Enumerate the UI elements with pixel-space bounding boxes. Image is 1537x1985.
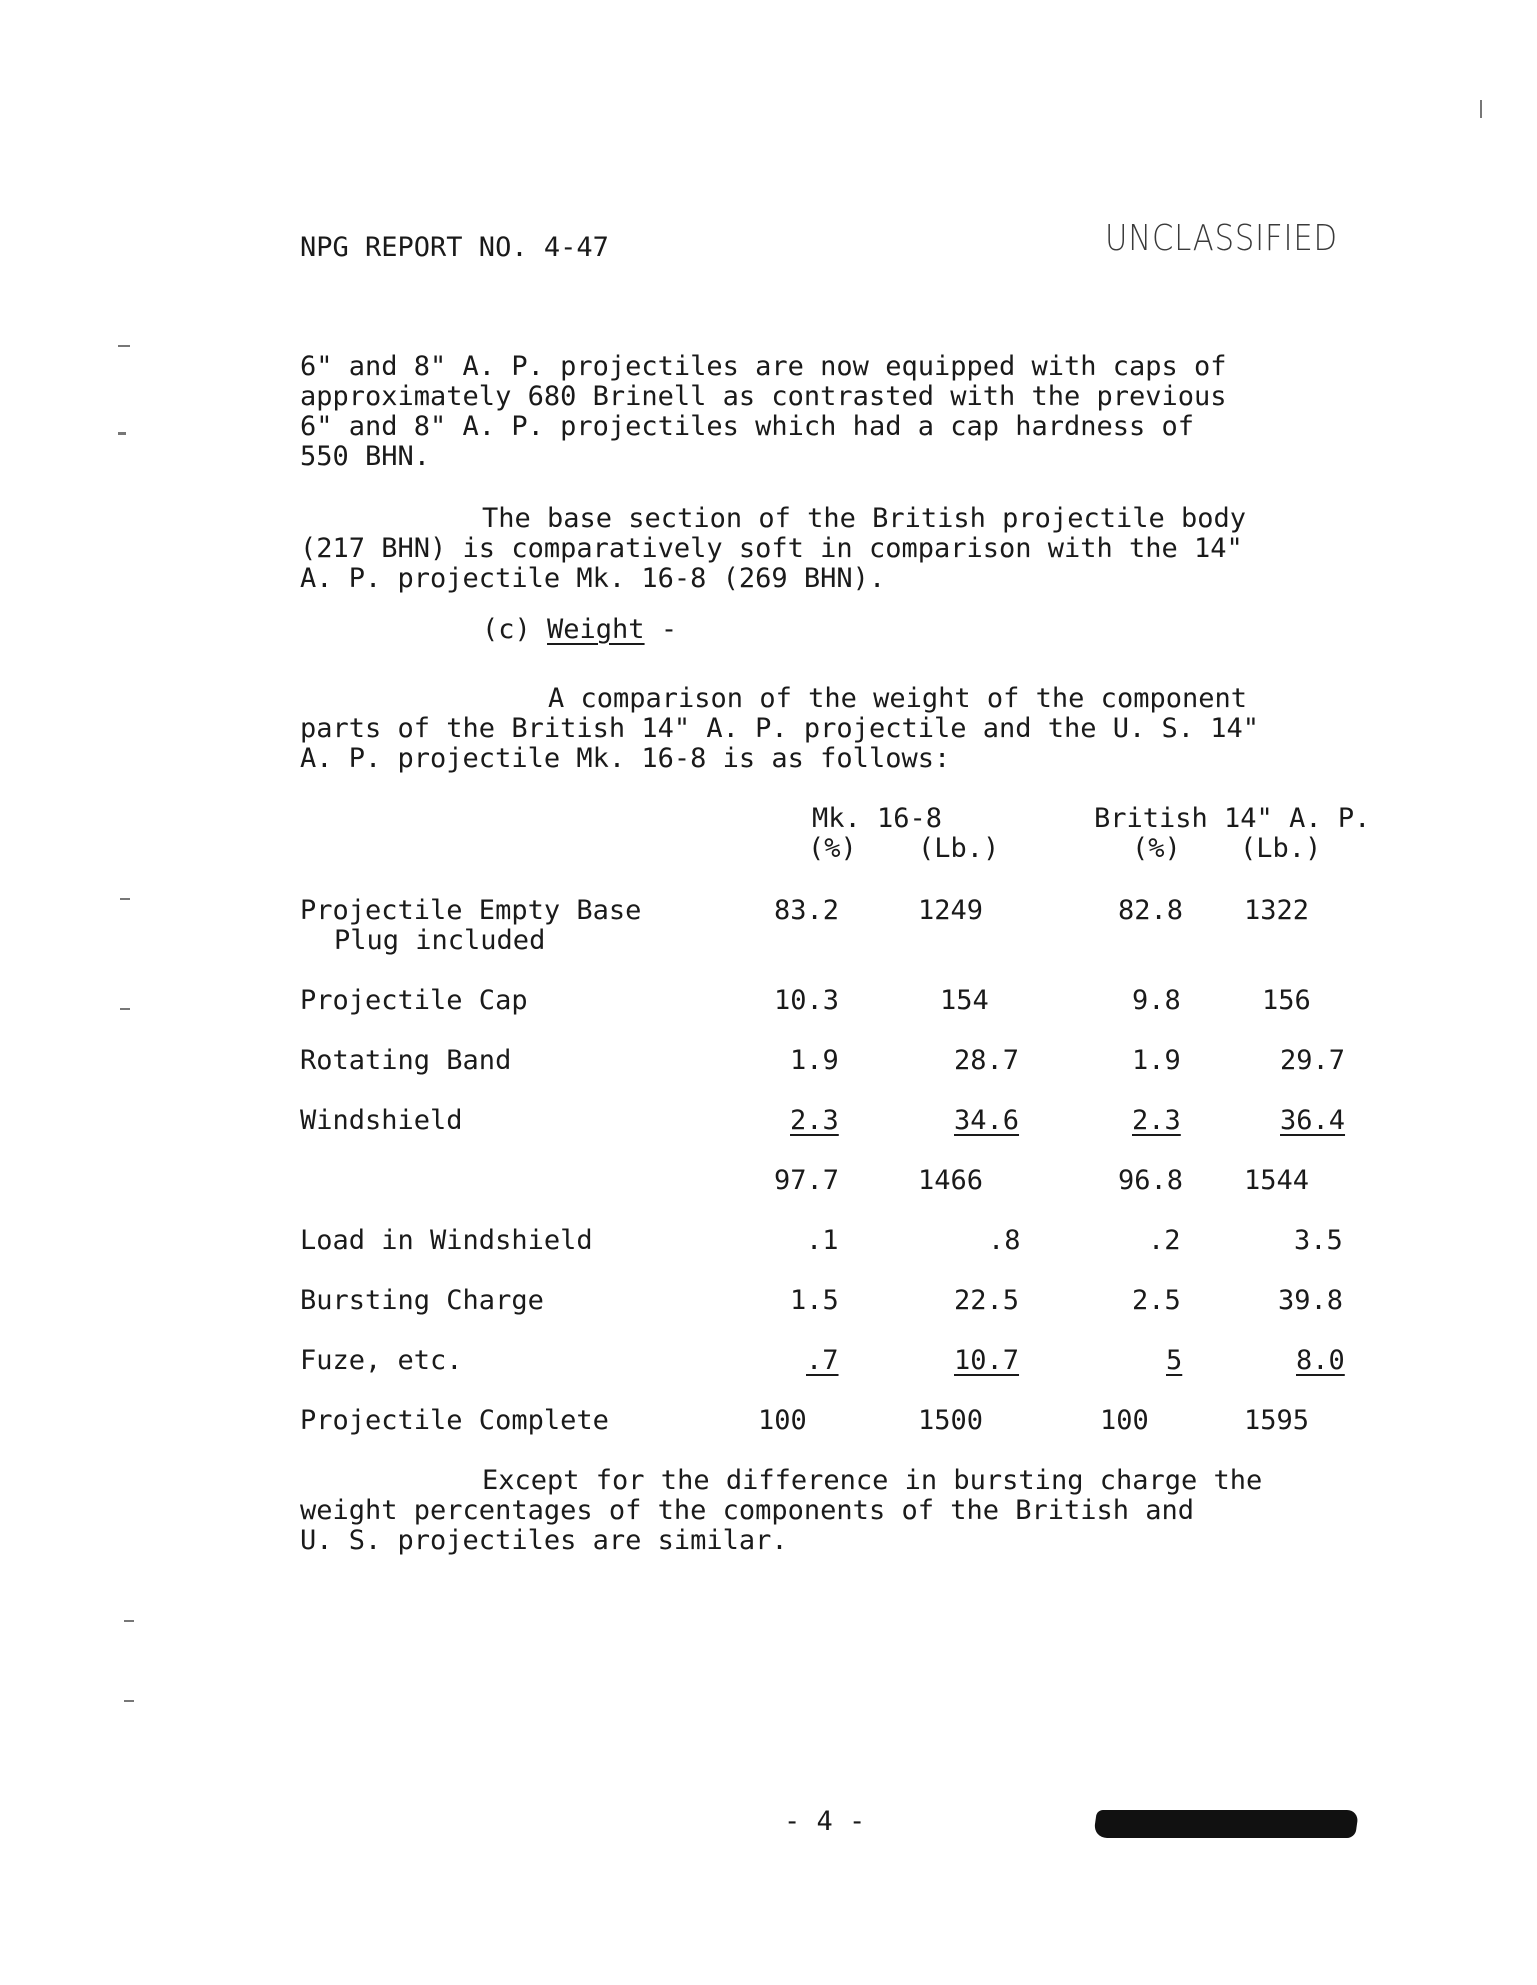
row-label-windshield: Windshield (300, 1105, 463, 1136)
paragraph-3-line-3: A. P. projectile Mk. 16-8 is as follows: (300, 743, 951, 774)
cell-br-pct-value: 5 (1166, 1345, 1183, 1376)
cell-mk-pct: 10.3 (774, 985, 840, 1016)
cell-mk-lb: 1500 (918, 1405, 984, 1436)
cell-br-lb: 29.7 (1280, 1045, 1346, 1076)
cell-mk-pct-value: .7 (806, 1345, 839, 1376)
paragraph-2-line-1: The base section of the British projectile body (482, 503, 1247, 534)
row-label-cap: Projectile Cap (300, 985, 528, 1016)
cell-mk-pct: 97.7 (774, 1165, 840, 1196)
cell-mk-lb: .8 (988, 1225, 1021, 1256)
cell-mk-lb-value: 34.6 (954, 1105, 1020, 1136)
cell-mk-lb: 28.7 (954, 1045, 1020, 1076)
row-label-bursting-charge: Bursting Charge (300, 1285, 544, 1316)
cell-mk-pct: 100 (758, 1405, 807, 1436)
cell-br-pct: 1.9 (1132, 1045, 1181, 1076)
cell-br-pct (1118, 1346, 1182, 1376)
paragraph-3-line-2: parts of the British 14" A. P. projectile and the U. S. 14" (300, 713, 1260, 744)
paragraph-2-line-2: (217 BHN) is comparatively soft in comparison with the 14" (300, 533, 1243, 564)
scan-mark (120, 1008, 130, 1010)
row-label-rotating-band: Rotating Band (300, 1045, 512, 1076)
section-title: Weight (547, 614, 645, 645)
row-label-empty-base-cont: Plug included (334, 925, 546, 956)
row-label-load-windshield: Load in Windshield (300, 1225, 593, 1256)
cell-br-lb: 3.5 (1294, 1225, 1343, 1256)
paragraph-1-line-1: 6" and 8" A. P. projectiles are now equipped with caps of (300, 351, 1227, 382)
cell-mk-pct: 1.9 (790, 1045, 839, 1076)
cell-mk-lb: 1466 (918, 1165, 984, 1196)
subheader-br-pct: (%) (1132, 833, 1181, 864)
scan-mark (124, 1620, 134, 1622)
scan-mark (118, 432, 126, 435)
cell-br-lb: 1322 (1244, 895, 1310, 926)
paragraph-3-line-1: A comparison of the weight of the component (548, 683, 1247, 714)
cell-br-pct (1118, 1106, 1181, 1136)
classification-stamp: UNCLASSIFIED (1105, 218, 1338, 259)
cell-mk-pct: 83.2 (774, 895, 840, 926)
row-label-complete: Projectile Complete (300, 1405, 609, 1436)
header-mk-16-8: Mk. 16-8 (812, 803, 943, 834)
cell-br-pct-value: 2.3 (1132, 1105, 1181, 1136)
paragraph-2-line-3: A. P. projectile Mk. 16-8 (269 BHN). (300, 563, 886, 594)
cell-br-pct: 100 (1100, 1405, 1149, 1436)
row-label-fuze: Fuze, etc. (300, 1345, 463, 1376)
paragraph-4-line-3: U. S. projectiles are similar. (300, 1525, 788, 1556)
cell-br-lb-value: 8.0 (1296, 1345, 1345, 1376)
cell-br-lb (1244, 1106, 1345, 1136)
redaction-bar (1093, 1810, 1359, 1838)
cell-mk-lb (918, 1106, 1019, 1136)
scan-mark (1480, 100, 1482, 118)
cell-br-lb (1244, 1346, 1345, 1376)
section-suffix: - (644, 614, 678, 645)
section-prefix: (c) (482, 614, 548, 645)
subheader-mk-pct: (%) (808, 833, 857, 864)
cell-mk-pct: .1 (806, 1225, 839, 1256)
paragraph-4-line-2: weight percentages of the components of the British and (300, 1495, 1195, 1526)
subheader-br-lb: (Lb.) (1240, 833, 1322, 864)
paragraph-4-line-1: Except for the difference in bursting charge the (482, 1465, 1263, 1496)
cell-mk-pct: 1.5 (790, 1285, 839, 1316)
cell-mk-lb: 22.5 (954, 1285, 1020, 1316)
subheader-mk-lb: (Lb.) (918, 833, 1000, 864)
cell-br-lb: 156 (1262, 985, 1311, 1016)
cell-br-lb: 1544 (1244, 1165, 1310, 1196)
cell-mk-pct-value: 2.3 (790, 1105, 839, 1136)
report-number: NPG REPORT NO. 4-47 (300, 232, 609, 263)
scan-mark (120, 898, 130, 900)
cell-mk-lb: 154 (940, 985, 989, 1016)
scan-mark (124, 1700, 134, 1702)
cell-br-pct: 9.8 (1132, 985, 1181, 1016)
cell-mk-pct (774, 1106, 839, 1136)
paragraph-1-line-2: approximately 680 Brinell as contrasted with the previous (300, 381, 1227, 412)
header-british: British 14" A. P. (1094, 803, 1371, 834)
cell-mk-pct (774, 1346, 839, 1376)
cell-br-lb: 1595 (1244, 1405, 1310, 1436)
cell-mk-lb: 1249 (918, 895, 984, 926)
cell-br-pct: 82.8 (1118, 895, 1184, 926)
paragraph-1-line-3: 6" and 8" A. P. projectiles which had a cap hardness of (300, 411, 1195, 442)
scan-mark (118, 345, 130, 347)
cell-br-lb: 39.8 (1278, 1285, 1344, 1316)
cell-br-lb-value: 36.4 (1280, 1105, 1346, 1136)
cell-mk-lb (918, 1346, 1019, 1376)
cell-br-pct: .2 (1148, 1225, 1181, 1256)
cell-br-pct: 96.8 (1118, 1165, 1184, 1196)
row-label-empty-base: Projectile Empty Base (300, 895, 642, 926)
page-number: - 4 - (784, 1806, 866, 1837)
section-heading-weight (482, 614, 677, 645)
cell-mk-lb-value: 10.7 (954, 1345, 1020, 1376)
paragraph-1-line-4: 550 BHN. (300, 441, 431, 472)
cell-br-pct: 2.5 (1132, 1285, 1181, 1316)
